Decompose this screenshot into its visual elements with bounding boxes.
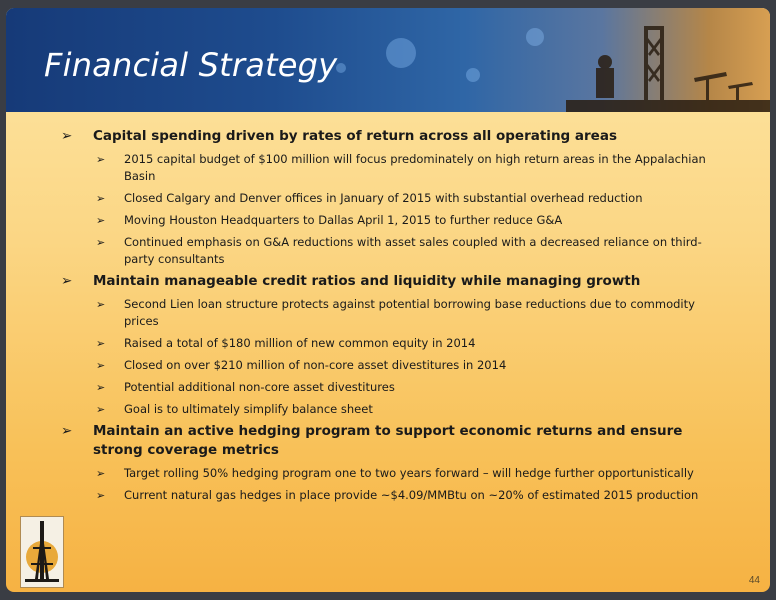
oil-field-silhouette-icon	[566, 8, 770, 112]
item-text: Moving Houston Headquarters to Dallas April 1, 2015 to further reduce G&A	[124, 213, 563, 227]
arrow-bullet-icon: ➢	[96, 467, 106, 480]
content-body	[61, 123, 721, 504]
arrow-bullet-icon: ➢	[61, 128, 73, 144]
page-number: 44	[748, 575, 760, 586]
arrow-bullet-icon: ➢	[96, 236, 106, 249]
heading-text: Capital spending driven by rates of return across all operating areas	[93, 128, 617, 144]
heading-text: Maintain manageable credit ratios and liquidity while managing growth	[93, 273, 641, 289]
list-item	[61, 212, 721, 229]
heading-text: Maintain an active hedging program to support economic returns and ensure strong coverage metrics	[93, 423, 683, 458]
section-heading-3	[61, 422, 721, 460]
arrow-bullet-icon: ➢	[61, 273, 73, 289]
list-item	[61, 151, 721, 185]
list-item	[61, 234, 721, 268]
item-text: Second Lien loan structure protects against potential borrowing base reductions due to commodity prices	[124, 297, 695, 328]
item-text: 2015 capital budget of $100 million will focus predominately on high return areas in the Appalachian Basin	[124, 152, 706, 183]
arrow-bullet-icon: ➢	[96, 359, 106, 372]
list-item	[61, 487, 721, 504]
item-text: Current natural gas hedges in place provide ~$4.09/MMBtu on ~20% of estimated 2015 production	[124, 488, 699, 502]
arrow-bullet-icon: ➢	[96, 214, 106, 227]
list-item	[61, 465, 721, 482]
list-item	[61, 335, 721, 352]
arrow-bullet-icon: ➢	[96, 192, 106, 205]
item-text: Continued emphasis on G&A reductions with asset sales coupled with a decreased reliance on third-party consultants	[124, 235, 702, 266]
page-title: Financial Strategy	[44, 46, 338, 84]
section-heading-1	[61, 127, 721, 146]
item-text: Potential additional non-core asset divestitures	[124, 380, 395, 394]
arrow-bullet-icon: ➢	[96, 381, 106, 394]
item-text: Goal is to ultimately simplify balance sheet	[124, 402, 373, 416]
arrow-bullet-icon: ➢	[96, 489, 106, 502]
arrow-bullet-icon: ➢	[96, 403, 106, 416]
item-text: Closed on over $210 million of non-core asset divestitures in 2014	[124, 358, 507, 372]
slide-frame	[6, 8, 770, 592]
oil-derrick-logo-icon	[20, 516, 64, 588]
list-item	[61, 357, 721, 374]
list-item	[61, 401, 721, 418]
item-text: Closed Calgary and Denver offices in January of 2015 with substantial overhead reduction	[124, 191, 643, 205]
arrow-bullet-icon: ➢	[61, 423, 73, 439]
item-text: Target rolling 50% hedging program one to two years forward – will hedge further opportunistically	[124, 466, 694, 480]
section-heading-2	[61, 272, 721, 291]
arrow-bullet-icon: ➢	[96, 337, 106, 350]
header-banner	[6, 8, 770, 112]
item-text: Raised a total of $180 million of new common equity in 2014	[124, 336, 476, 350]
list-item	[61, 296, 721, 330]
list-item	[61, 379, 721, 396]
list-item	[61, 190, 721, 207]
arrow-bullet-icon: ➢	[96, 153, 106, 166]
arrow-bullet-icon: ➢	[96, 298, 106, 311]
